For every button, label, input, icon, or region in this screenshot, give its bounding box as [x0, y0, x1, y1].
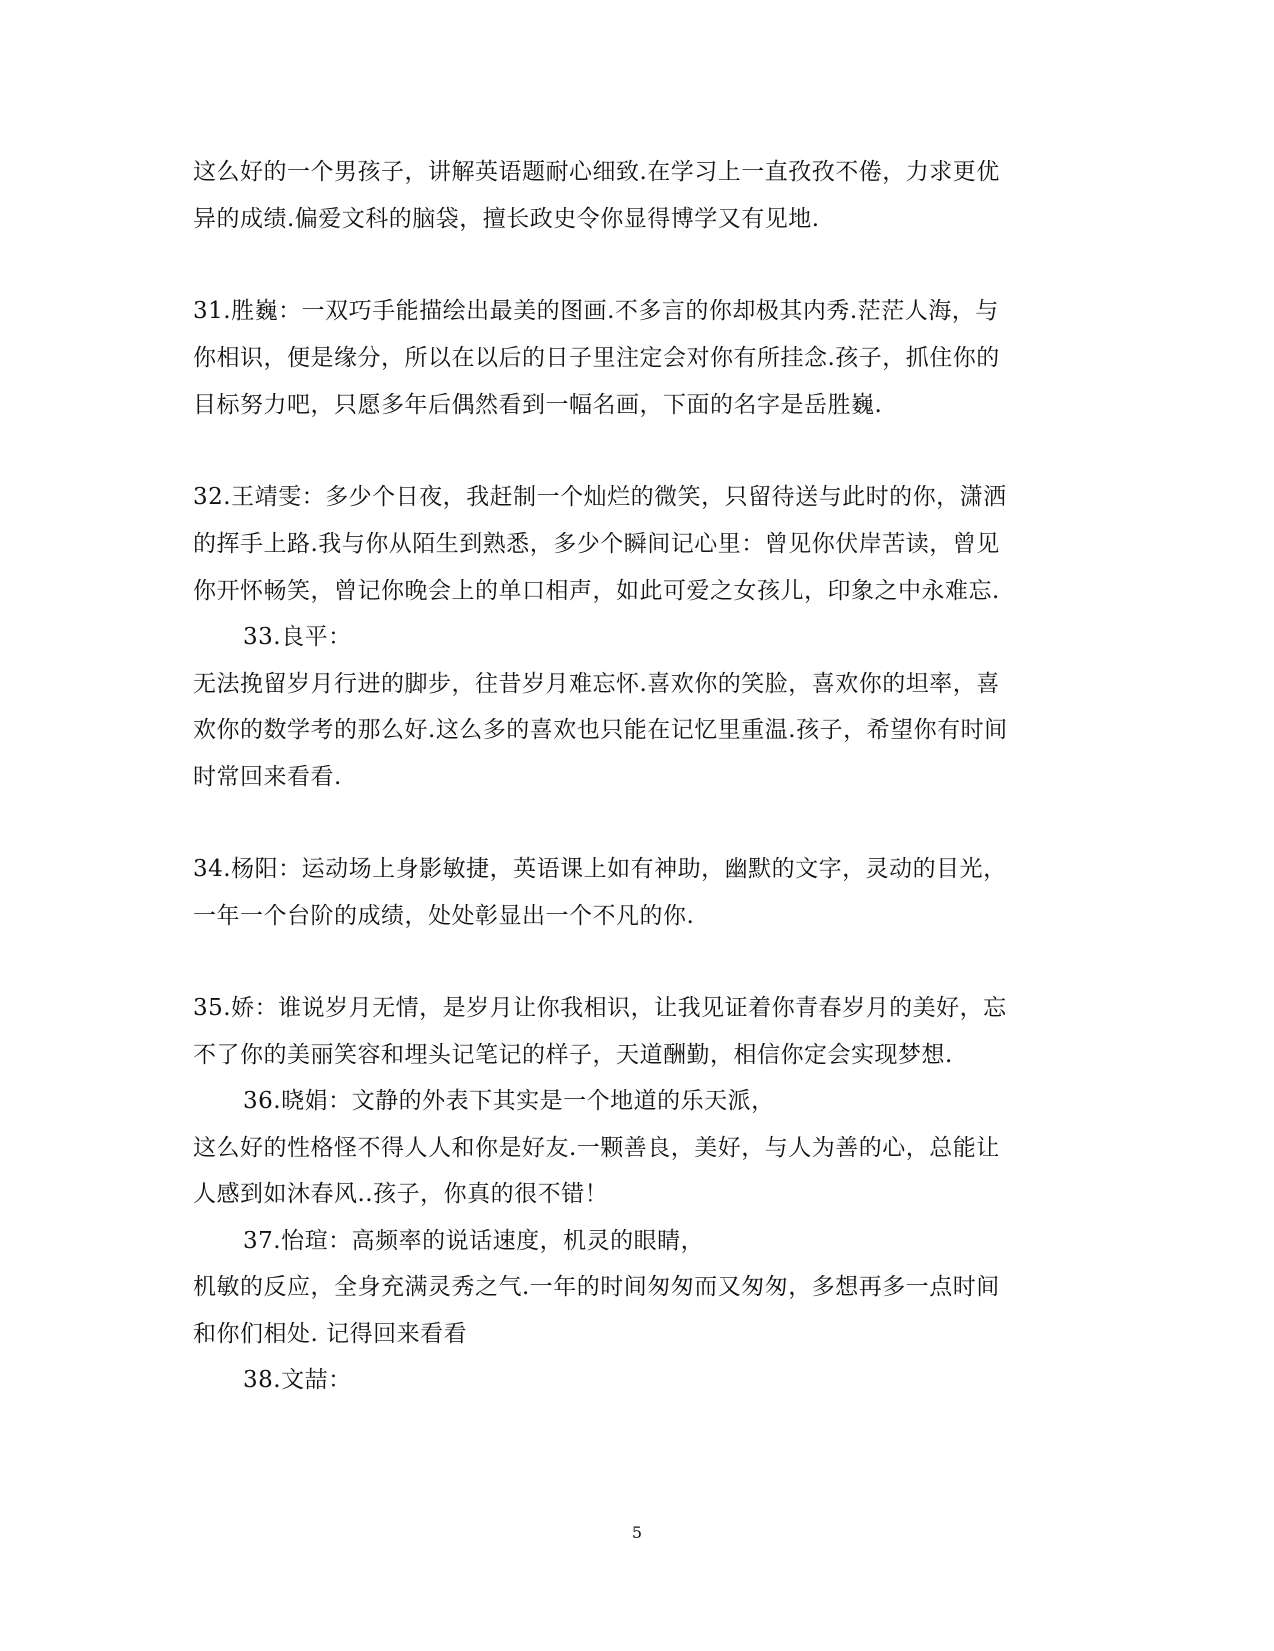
- page-number: 5: [631, 1523, 643, 1542]
- text-line: 34.杨阳：运动场上身影敏捷，英语课上如有神助，幽默的文字，灵动的目光，: [193, 856, 1007, 882]
- text-line: 时常回来看看.: [193, 764, 342, 790]
- text-line: 37.怡瑄：高频率的说话速度，机灵的眼睛，: [243, 1228, 705, 1254]
- text-line: 异的成绩.偏爱文科的脑袋，擅长政史令你显得博学又有见地.: [193, 206, 820, 232]
- text-line: 这么好的性格怪不得人人和你是好友.一颗善良，美好，与人为善的心，总能让: [193, 1135, 1000, 1161]
- text-line: 36.晓娟：文静的外表下其实是一个地道的乐天派，: [243, 1088, 775, 1114]
- text-line: 38.文喆：: [243, 1367, 352, 1393]
- text-line: 的挥手上路.我与你从陌生到熟悉，多少个瞬间记心里：曾见你伏岸苦读，曾见: [193, 531, 1000, 557]
- text-line: 你开怀畅笑，曾记你晚会上的单口相声，如此可爱之女孩儿，印象之中永难忘.: [193, 578, 1000, 604]
- text-line: 不了你的美丽笑容和埋头记笔记的样子，天道酬勤，相信你定会实现梦想.: [193, 1042, 953, 1068]
- text-line: 32.王靖雯：多少个日夜，我赶制一个灿烂的微笑，只留待送与此时的你，潇洒: [193, 484, 1007, 510]
- text-line: 33.良平：: [243, 624, 352, 650]
- text-line: 一年一个台阶的成绩，处处彰显出一个不凡的你.: [193, 903, 695, 929]
- text-line: 欢你的数学考的那么好.这么多的喜欢也只能在记忆里重温.孩子，希望你有时间: [193, 717, 1008, 743]
- text-line: 无法挽留岁月行进的脚步，往昔岁月难忘怀.喜欢你的笑脸，喜欢你的坦率，喜: [193, 671, 1000, 697]
- text-line: 机敏的反应，全身充满灵秀之气.一年的时间匆匆而又匆匆，多想再多一点时间: [193, 1274, 1000, 1300]
- text-line: 35.娇：谁说岁月无情，是岁月让你我相识，让我见证着你青春岁月的美好，忘: [193, 995, 1007, 1021]
- text-line: 人感到如沐春风..孩子，你真的很不错！: [193, 1181, 609, 1207]
- text-line: 这么好的一个男孩子，讲解英语题耐心细致.在学习上一直孜孜不倦，力求更优: [193, 159, 1000, 185]
- text-line: 31.胜巍：一双巧手能描绘出最美的图画.不多言的你却极其内秀.茫茫人海，与: [193, 298, 999, 324]
- text-line: 你相识，便是缘分，所以在以后的日子里注定会对你有所挂念.孩子，抓住你的: [193, 345, 1000, 371]
- text-line: 目标努力吧，只愿多年后偶然看到一幅名画，下面的名字是岳胜巍.: [193, 392, 883, 418]
- text-line: 和你们相处. 记得回来看看: [193, 1321, 468, 1347]
